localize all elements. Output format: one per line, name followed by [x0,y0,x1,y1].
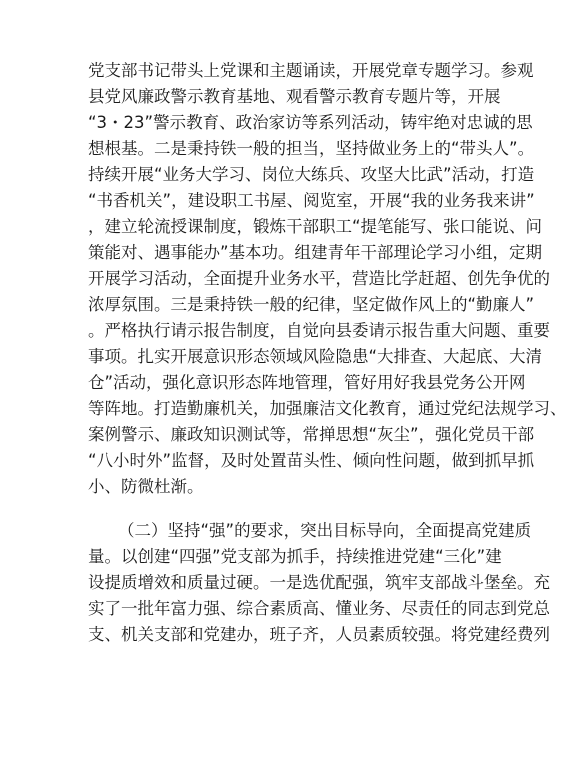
paragraph-line: 党支部书记带头上党课和主题诵读，开展党章专题学习。参观 [88,61,534,80]
paragraph-line: 浓厚氛围。三是秉持铁一般的纪律，坚定做作风上的“勤廉人” [88,295,535,314]
paragraph-line: 量。以创建“四强”党支部为抓手，持续推进党建“三化”建 [88,547,502,566]
paragraph-line: 持续开展“业务大学习、岗位大练兵、攻坚大比武”活动，打造 [88,165,535,184]
paragraph-line: 想根基。二是秉持铁一般的担当，坚持做业务上的“带头人”。 [88,139,535,158]
paragraph-line: 开展学习活动，全面提升业务水平，营造比学赶超、创先争优的 [88,269,550,288]
paragraph-line: 仓”活动，强化意识形态阵地管理，管好用好我县党务公开网 [88,373,526,392]
paragraph-line: 等阵地。打造勤廉机关，加强廉洁文化教育，通过党纪法规学习、 [88,399,567,418]
paragraph-line: “3・23”警示教育、政治家访等系列活动，铸牢绝对忠诚的思 [88,113,533,132]
paragraph-line: 实了一批年富力强、综合素质高、懂业务、尽责任的同志到党总 [88,599,550,618]
paragraph-line: （二）坚持“强”的要求，突出目标导向，全面提高党建质 [118,521,532,540]
paragraph-line: 支、机关支部和党建办，班子齐，人员素质较强。将党建经费列 [88,625,550,644]
paragraph-line: 县党风廉政警示教育基地、观看警示教育专题片等，开展 [88,87,501,106]
paragraph-line: 策能对、遇事能办”基本功。组建青年干部理论学习小组，定期 [88,243,543,262]
paragraph-line: “八小时外”监督，及时处置苗头性、倾向性问题，做到抓早抓 [88,451,535,470]
paragraph-line: ，建立轮流授课制度，锻炼干部职工“提笔能写、张口能说、问 [88,217,543,236]
paragraph-line: 事项。扎实开展意识形态领域风险隐患“大排查、大起底、大清 [88,347,543,366]
paragraph-line: 。严格执行请示报告制度，自觉向县委请示报告重大问题、重要 [88,321,550,340]
paragraph-line: 设提质增效和质量过硬。一是选优配强，筑牢支部战斗堡垒。充 [88,573,550,592]
paragraph-line: “书香机关”，建设职工书屋、阅览室，开展“我的业务我来讲” [88,191,535,210]
paragraph-line: 小、防微杜渐。 [88,477,204,496]
paragraph-line: 案例警示、廉政知识测试等，常掸思想“灰尘”，强化党员干部 [88,425,535,444]
